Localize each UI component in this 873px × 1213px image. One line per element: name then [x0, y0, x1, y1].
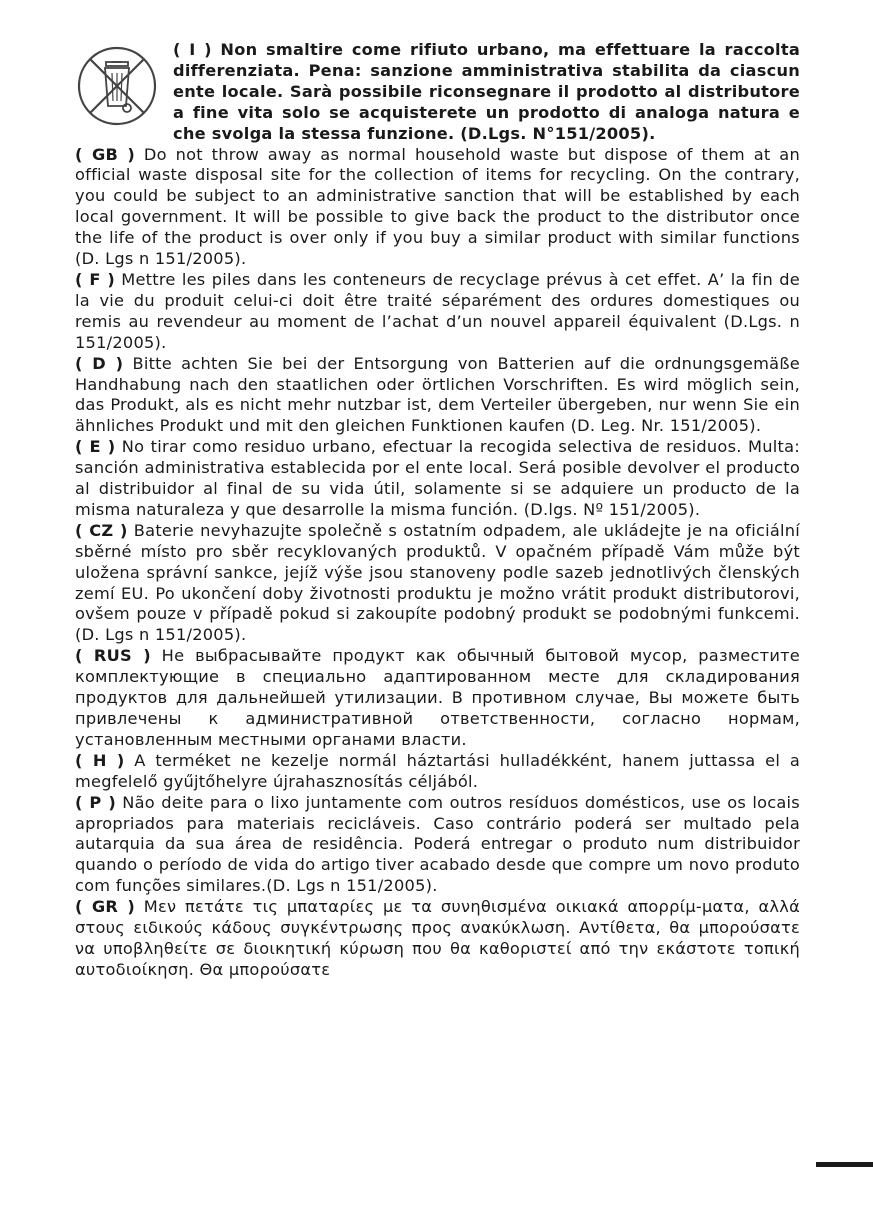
- lang-code: ( P ): [75, 792, 116, 812]
- lang-code: ( E ): [75, 437, 116, 457]
- section-text: Baterie nevyhazujte společně s ostatním odpadem, ale ukládejte je na oficiální sběrné místo pro sběr recyklovaných produktů. V opačném případě Vám může být uložena správní sankce, jejíž výše jsou stanoveny podle sazeb jednotlivých členských zemí EU. Po ukončení doby životnosti produktu je možno vrátit produkt distributorovi, ovšem pouze v případě pokud si zakoupíte podobný produkt se podobnými funkcemi. (D. Lgs n 151/2005).: [75, 520, 801, 645]
- page-edge-rule: [816, 1162, 873, 1167]
- section-text: A terméket ne kezelje normál háztartási hulladékként, hanem juttassa el a megfelelő gyűjtőhelyre újrahasznosítás céljából.: [75, 750, 800, 791]
- lang-code: ( CZ ): [75, 520, 128, 540]
- section-h: [75, 751, 800, 793]
- crossed-out-bin-icon: [75, 44, 165, 128]
- section-p: [75, 793, 800, 898]
- section-gr: [75, 897, 800, 981]
- section-text: Bitte achten Sie bei der Entsorgung von Batterien auf die ordnungsgemäße Handhabung nach den staatlichen oder örtlichen Vorschriften. Es wird möglich sein, das Produkt, als es nicht mehr nutzbar ist, dem Verteiler übergeben, nur wenn Sie ein ähnliches Produkt und mit den gleichen Funktionen kaufen (D. Leg. Nr. 151/2005).: [75, 353, 800, 436]
- lang-code: ( H ): [75, 750, 125, 770]
- section-text: Не выбрасывайте продукт как обычный бытовой мусор, разместите комплектующие в специально адаптированном месте для складирования продуктов для дальнейшей утилизации. В противном случае, Вы можете быть привлечены к административной ответственности, согласно нормам, установленным местными органами власти.: [75, 646, 800, 749]
- section-text: Mettre les piles dans les conteneurs de recyclage prévus à cet effet. A’ la fin de la vie du produit celui-ci doit être traité séparément des ordures domestiques ou remis au revendeur au moment de l’achat d’un nouvel appareil équivalent (D.Lgs. n 151/2005).: [75, 269, 800, 352]
- section-text: Não deite para o lixo juntamente com outros resíduos domésticos, use os locais apropriados para materiais recicláveis. Caso contrário poderá ser multado pela autarquia da sua área de residência. Poderá entregar o produto num distribuidor quando o período de vida do artigo tiver acabado desde que compre um novo produto com funções similares.(D. Lgs n 151/2005).: [75, 792, 800, 896]
- section-f: [75, 270, 800, 354]
- section-text: Non smaltire come rifiuto urbano, ma effettuare la raccolta differenziata. Pena: sanzione amministrativa stabilita da ciascun ente locale. Sarà possibile riconsegnare il prodotto al distributore a fine vita solo se acquisterete un prodotto di analoga natura e che svolga la stessa funzione. (D.Lgs. N°151/2005).: [173, 40, 800, 143]
- lang-code: ( GR ): [75, 897, 135, 917]
- section-rus: [75, 646, 800, 751]
- section-text: Μεν πετάτε τις μπαταρίες με τα συνηθισμένα οικιακά απορρίμ-ματα, αλλά στους ειδικούς κάδους συγκέντρωσης προς ανακύκλωση. Αντίθετα, θα μπορούσατε να υποβληθείτε σε διοικητική κύρωση που θα καθοριστεί από την εκάστοτε τοπική αυτοδιοίκηση. Θα μπορούσατε: [75, 897, 800, 979]
- section-e: [75, 437, 800, 521]
- lang-code: ( F ): [75, 269, 116, 289]
- lang-code: ( GB ): [75, 144, 136, 164]
- lang-code: ( RUS ): [75, 646, 151, 666]
- section-text: Do not throw away as normal household waste but dispose of them at an official waste disposal site for the collection of items for recycling. On the contrary, you could be subject to an administrative sanction that will be established by each local government. It will be possible to give back the product to the distributor once the life of the product is over only if you buy a similar product with similar functions (D. Lgs n 151/2005).: [75, 144, 800, 269]
- lang-code: ( D ): [75, 353, 124, 373]
- document-body: [75, 40, 800, 981]
- section-cz: [75, 521, 800, 646]
- section-it: [75, 40, 800, 145]
- section-text: No tirar como residuo urbano, efectuar la recogida selectiva de residuos. Multa: sanción administrativa establecida por el ente local. Será posible devolver el producto al distribuidor al final de su vida útil, solamente si se adquiere un producto de la misma naturaleza y que desarrolle la misma función. (D.lgs. Nº 151/2005).: [75, 437, 800, 519]
- section-d: [75, 354, 800, 438]
- lang-code: ( I ): [173, 40, 212, 59]
- section-gb: [75, 145, 800, 270]
